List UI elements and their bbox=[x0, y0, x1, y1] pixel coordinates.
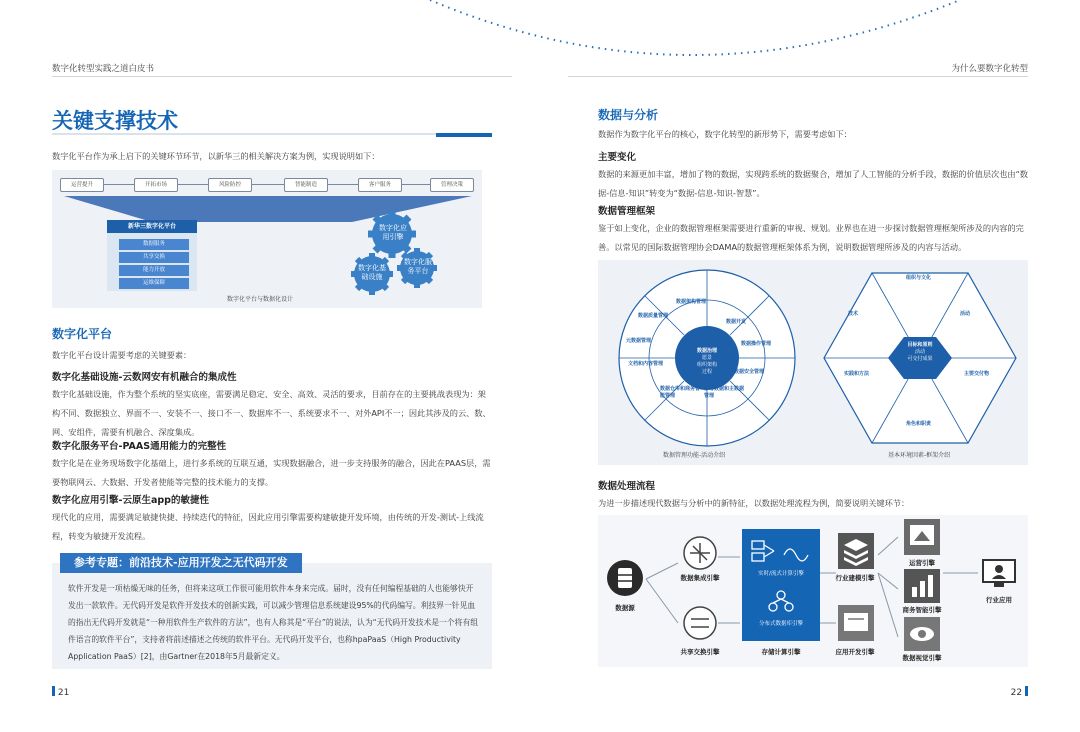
top-label-1: 运营提升 bbox=[60, 178, 104, 192]
hex-center-1: 目标和原则 bbox=[907, 342, 933, 348]
gear-label-3: 数字化服务平台 bbox=[404, 258, 432, 275]
item-body-2: 数字化是在业务现场数字化基础上，进行多系统的互联互通，实现数据融合，进一步支持服务的融合，因此在PAAS层，需要物联网云、大数据、开发者使能等完整的技术能力的支撑。 bbox=[52, 458, 491, 487]
hex-outer-4: 角色和职责 bbox=[906, 421, 932, 427]
item-title-1: 数字化基础设施-云数网安有机融合的集成性 bbox=[52, 372, 237, 383]
compute-engines-block bbox=[742, 529, 820, 641]
timeline-line bbox=[60, 184, 474, 185]
wheel-sector-6: 数据仓库和商务智能管理 bbox=[660, 386, 701, 399]
hex-outer-6: 技术 bbox=[848, 311, 859, 317]
hexagon-caption: 基本环境因素-框架介绍 bbox=[888, 452, 951, 459]
wheel-sector-5: 参考数据和主数据管理 bbox=[704, 386, 745, 399]
side-item-1: 数据服务 bbox=[119, 239, 189, 250]
page-number-right bbox=[1011, 686, 1028, 698]
top-label-4: 智能制造 bbox=[284, 178, 328, 192]
top-label-2: 开拓市场 bbox=[134, 178, 178, 192]
item-title-3: 数字化应用引擎-云原生app的敏捷性 bbox=[52, 495, 209, 506]
center-top-label: 实时/流式计算引擎 bbox=[758, 571, 804, 577]
callout-body: 软件开发是一项枯燥无味的任务，但将来这项工作很可能用软件本身来完成。届时，没有任何编程基础的人也能够快开发出一款软件。无代码开发是软件开发技术的创新实践，可以减少管理信息系统建设95%的代码编写。利技界一针见血的指出无代码开发就是“一种用软件生产软件的方法”，也有人称其是“平台”的说法，认为“无代码开发技术是一个将有组件语言的软件平台”，支持者将前述描述之传统的软件平台。无代码开发平台，也称hpaPaaS（High Productivity Application PaaS）[2]，由Gartner在2018年5月最新定义。 bbox=[68, 584, 479, 661]
hex-outer-5: 实践和方法 bbox=[844, 371, 870, 377]
flow-label-storage: 存储计算引擎 bbox=[761, 648, 801, 656]
decorative-dotted-arc bbox=[0, 0, 1080, 80]
wheel-center-3: 组织架构 bbox=[696, 362, 717, 368]
wheel-center-1: 数据治理 bbox=[696, 348, 717, 354]
page-number-left-text: 21 bbox=[57, 688, 70, 698]
wheel-center-4: 过程 bbox=[701, 369, 712, 375]
platform-side-title: 新华三数字化平台 bbox=[107, 220, 197, 233]
app-dev-icon bbox=[838, 605, 874, 641]
hex-center-text bbox=[890, 342, 950, 363]
center-bottom-label: 分布式数据库引擎 bbox=[758, 621, 803, 627]
flow-label-ops: 运营引擎 bbox=[909, 559, 935, 567]
header-rule-left bbox=[52, 76, 512, 77]
page-number-left bbox=[52, 686, 69, 698]
flow-label-appdev: 应用开发引擎 bbox=[835, 648, 875, 656]
header-right: 为什么要数字化转型 bbox=[951, 64, 1028, 74]
heading-data-flow: 数据处理流程 bbox=[598, 481, 656, 492]
intro-text-left: 数字化平台作为承上启下的关键环节环节，以新华三的相关解决方案为例，实现说明如下： bbox=[52, 151, 380, 161]
item-title-2: 数字化服务平台-PAAS通用能力的完整性 bbox=[52, 441, 227, 452]
wheel-sector-7: 文档和内容管理 bbox=[628, 361, 664, 367]
wheel-sector-3: 数据操作管理 bbox=[741, 341, 772, 347]
flow-label-visual: 数据视觉引擎 bbox=[902, 654, 942, 662]
flow-label-bi: 商务智能引擎 bbox=[902, 606, 942, 614]
section-title-platform: 数字化平台 bbox=[52, 327, 113, 341]
wheel-sector-4: 数据安全管理 bbox=[734, 369, 765, 375]
operations-icon bbox=[904, 519, 940, 555]
para-framework: 鉴于如上变化，企业的数据管理框架需要进行重新的审视、规划。业界也在进一步探讨数据管理框架所涉及的内容的完善。以常见的国际数据管理协会DAMA的数据管理框架体系为例，说明数据管理所涉及的内容与活动。 bbox=[598, 223, 1024, 252]
side-item-3: 能力开放 bbox=[119, 265, 189, 276]
stack-modeling-icon bbox=[838, 533, 874, 569]
distributed-db-icon bbox=[768, 589, 794, 613]
wheel-sector-9: 数据质量管理 bbox=[638, 313, 669, 319]
side-item-4: 运维保障 bbox=[119, 278, 189, 289]
gears-icon bbox=[337, 208, 457, 303]
dama-diagrams bbox=[598, 260, 1028, 465]
gear-label-2: 数字化基础设施 bbox=[358, 264, 386, 281]
wheel-center-text bbox=[687, 348, 727, 376]
database-source-icon bbox=[606, 559, 644, 597]
gear-label-1: 数字化应用引擎 bbox=[379, 224, 407, 241]
hex-center-2: 活动 bbox=[914, 349, 925, 355]
wheel-caption: 数据管理功能-活动介绍 bbox=[663, 452, 726, 459]
callout-title: 参考专题：前沿技术-应用开发之无代码开发 bbox=[60, 553, 302, 573]
para-main-change: 数据的来源更加丰富，增加了物的数据，实现跨系统的数据聚合，增加了人工智能的分析手段，数据的价值层次也由“数据-信息-知识”转变为“数据-信息-知识-智慧”。 bbox=[598, 169, 1028, 198]
hex-outer-1: 组织与文化 bbox=[906, 275, 932, 281]
flow-label-collect: 数据集成引擎 bbox=[680, 574, 720, 582]
top-label-3: 风险防控 bbox=[208, 178, 252, 192]
flow-label-industry: 行业应用 bbox=[986, 596, 1012, 604]
data-collection-icon bbox=[682, 535, 718, 571]
page-title-left: 关键支撑技术 bbox=[52, 109, 178, 133]
title-underline bbox=[52, 133, 492, 135]
industry-app-monitor-icon bbox=[982, 559, 1016, 589]
wheel-sector-1: 数据架构管理 bbox=[676, 299, 707, 305]
data-exchange-icon bbox=[682, 605, 718, 641]
item-body-3: 现代化的应用，需要满足敏捷快捷、持续迭代的特征，因此应用引擎需要构建敏捷开发环境，由传统的开发-测试-上线流程，转变为敏捷开发流程。 bbox=[52, 512, 484, 541]
wheel-sector-2: 数据开发 bbox=[726, 319, 747, 325]
hex-center-3: 可交付成果 bbox=[907, 356, 933, 362]
page-number-right-text: 22 bbox=[1010, 688, 1023, 698]
para-data-flow: 为进一步描述现代数据与分析中的新特征，以数据处理流程为例，简要说明关键环节： bbox=[598, 498, 910, 508]
platform-diagram bbox=[52, 170, 482, 308]
flow-label-modeling: 行业建模引擎 bbox=[835, 574, 875, 582]
hex-outer-2: 活动 bbox=[960, 311, 971, 317]
heading-framework: 数据管理框架 bbox=[598, 206, 656, 217]
visualization-eye-icon bbox=[904, 617, 940, 651]
bi-chart-icon bbox=[904, 569, 940, 603]
header-left: 数字化转型实践之道白皮书 bbox=[52, 64, 155, 74]
platform-side-panel bbox=[107, 233, 197, 291]
title-accent-bar bbox=[436, 133, 492, 137]
heading-main-change: 主要变化 bbox=[598, 152, 637, 163]
header-rule-right bbox=[568, 76, 1028, 77]
wheel-sector-8: 元数据管理 bbox=[626, 338, 652, 344]
diagram-caption: 数字化平台与数据化设计 bbox=[227, 296, 294, 303]
item-body-1: 数字化基础设施，作为整个系统的坚实底座，需要满足稳定、安全、高效、灵活的要求，目前存在的主要挑战表现为：架构不同、数据独立、界面不一、安装不一、接口不一、数据库不一、系统要求不一、对外API不一；因此其涉及的云、数、网、安组件，需要有机融合、深度集成。 bbox=[52, 389, 491, 437]
top-label-6: 管理决策 bbox=[430, 178, 474, 192]
wheel-center-2: 愿景 bbox=[701, 355, 712, 361]
hex-outer-3: 主要交付物 bbox=[964, 371, 990, 377]
data-flow-diagram bbox=[598, 515, 1028, 667]
side-item-2: 共享交换 bbox=[119, 252, 189, 263]
intro-text-right: 数据作为数字化平台的核心，数字化转型的新形势下，需要考虑如下： bbox=[598, 129, 852, 139]
page-title-right: 数据与分析 bbox=[598, 108, 659, 122]
section-intro: 数字化平台设计需要考虑的关键要素： bbox=[52, 350, 192, 360]
flow-label-exchange: 共享交换引擎 bbox=[680, 648, 720, 656]
network-icon bbox=[748, 539, 814, 563]
flow-label-source: 数据源 bbox=[615, 604, 635, 612]
top-label-5: 客户服务 bbox=[358, 178, 402, 192]
